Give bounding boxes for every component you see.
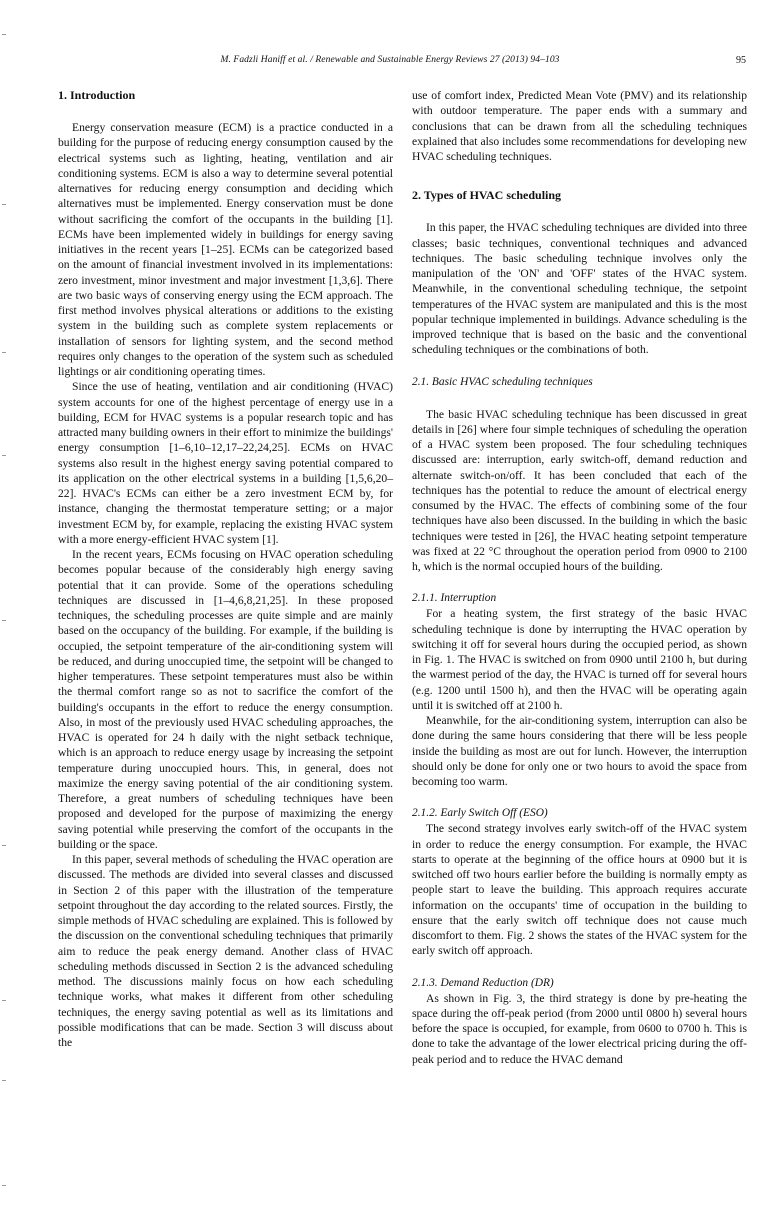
right-column	[412, 88, 747, 1067]
paragraph: In this paper, the HVAC scheduling techniques are divided into three classes; basic techniques, conventional techniques and advanced techniques. The basic scheduling technique involves only the manipulation of the 'ON' and 'OFF' states of the HVAC system. Meanwhile, in the conventional scheduling technique, the setpoint temperatures of the HVAC system are manipulated and this is the most popular technique implemented in buildings. Advance scheduling is the improved technique that is based on the basic and the conventional scheduling techniques or the combinations of both.	[412, 221, 747, 357]
subsection-heading-basic: 2.1. Basic HVAC scheduling techniques	[412, 375, 593, 388]
subsubsection-heading-dr: 2.1.3. Demand Reduction (DR)	[412, 976, 554, 989]
paragraph: As shown in Fig. 3, the third strategy is done by pre-heating the space during the off-peak period (from 2000 until 0800 h) several hours before the space is occupied, for example, from 0600 to 0700 h. This is done to take the advantage of the lower electrical pricing during the off-peak period and to reduce the HVAC demand	[412, 991, 747, 1066]
running-head: M. Fadzli Haniff et al. / Renewable and Sustainable Energy Reviews 27 (2013) 94–103	[220, 55, 560, 65]
page-header	[0, 55, 780, 71]
paragraph: Meanwhile, for the air-conditioning system, interruption can also be done during the same hours considering that there will be less people inside the building as most are out for lunch. However, the interruption should only be done for only one or two hours to avoid the space from becoming too warm.	[412, 714, 747, 788]
paragraph: For a heating system, the first strategy of the basic HVAC scheduling technique is done by interrupting the HVAC operation by switching it off for several hours during the occupied period, as shown in Fig. 1. The HVAC is switched on from 0900 until 2100 h, but during the warmest period of the day, the HVAC is turned off for several hours (e.g. 1200 until 1500 h), and then the HVAC will be operating again until it is switched off at 2100 h.	[412, 607, 747, 712]
left-column	[58, 88, 393, 1050]
paragraph: The basic HVAC scheduling technique has been discussed in great details in [26] where four simple techniques of scheduling the operation of a HVAC system been proposed. The four scheduling techniques discussed are: interruption, early switch-off, demand reduction and alternate switch-on/off. It has been concluded that each of the techniques has the potential to reduce the amount of electrical energy consumed by the HVAC. The effects of combining some of the four techniques have also been discussed. In the building in which the basic techniques were tested in [26], the HVAC heating setpoint temperature was fixed at 22 °C throughout the operation period from 0900 to 2100 h, which is the normal occupied hours of the building.	[412, 407, 747, 573]
subsubsection-heading-eso: 2.1.2. Early Switch Off (ESO)	[412, 807, 548, 820]
scan-margin-marks	[0, 0, 8, 1232]
section-heading-introduction: 1. Introduction	[58, 88, 136, 102]
subsubsection-heading-interruption: 2.1.1. Interruption	[412, 592, 497, 605]
paragraph: In this paper, several methods of scheduling the HVAC operation are discussed. The methods are divided into several classes and discussed in Section 2 of this paper with the illustration of the temperature setpoint throughout the day according to the related sources. Firstly, the simple methods of HVAC scheduling are explained. This is followed by the discussion on the conventional scheduling techniques that primarily aim to reduce the peak energy demand. Another class of HVAC scheduling methods discussed in Section 2 is the advanced scheduling method. The discussions mainly focus on how each scheduling technique works, what makes it different from other scheduling techniques, the energy saving potential as well as its limitations and possible modifications that can be made. Section 3 will discuss about the	[58, 853, 393, 1049]
paragraph: Energy conservation measure (ECM) is a practice conducted in a building for the purpose of reducing energy consumption caused by the electrical systems such as lighting, heating, ventilation and air conditioning systems. ECM is also a way to determine several potential alternatives for reducing energy consumption and deciding which alternatives must be implemented. Energy conservation must be done without sacrificing the comfort of the occupants in the building [1]. ECMs have been implemented widely in buildings for energy saving initiatives in the recent years [1–25]. ECMs can be categorized based on the amount of financial investment involved in its implementations: zero investment, minor investment and major investment [1,3,6]. There are two basic ways of conserving energy using the ECM approach. The first method involves physical alterations or additions to the existing system in the building such as complete system replacements or installation of sensors for lighting system, and the second method requires only changes to the operation of the system such as scheduled lightings or air conditioning operating times.	[58, 121, 393, 378]
paragraph: Since the use of heating, ventilation and air conditioning (HVAC) system accounts for one of the highest percentage of energy use in a building, ECM for HVAC systems is a popular research topic and has attracted many building owners in their effort to minimize the buildings' energy consumption [1–6,10–12,17–22,24,25]. ECMs on HVAC systems also result in the highest energy saving potential compared to its application on the other electrical systems in a building [1,5,6,20–22]. HVAC's ECMs can either be a zero investment ECM by, for instance, changing the thermostat temperature setting; or a major investment ECM by, for example, replacing the existing HVAC system with a more energy-efficient HVAC system [1].	[58, 380, 393, 546]
paragraph: The second strategy involves early switch-off of the HVAC system in order to reduce the energy consumption. For example, the HVAC starts to operate at the beginning of the office hours at 0900 but it is switched off two hours earlier before the building is normally empty as people start to leave the building. This approach requires accurate information on the occupants' time of occupation in the building to ensure that the early switch off technique does not cause much discomfort to them. Fig. 2 shows the states of the HVAC system for the early switch off approach.	[412, 822, 747, 958]
page-number: 95	[736, 55, 746, 66]
paragraph: In the recent years, ECMs focusing on HVAC operation scheduling becomes popular because of the considerably high energy saving potential that it can provide. Some of the operations scheduling techniques are discussed in [1–4,6,8,21,25]. In these proposed techniques, the scheduling processes are quite simple and are mainly based on the occupancy of the building. For example, if the building is occupied, the setpoint temperature of the air-conditioning system will be reduced, and during unoccupied time, the setpoint will be changed to higher temperatures. These setpoint temperatures must also be within the thermal comfort range so as not to sacrifice the comfort of the building's occupants in the effort to reduce the energy consumption. Also, in most of the previously used HVAC scheduling approaches, the HVAC is operated for 24 h daily with the night setback technique, which is an approach to reduce energy usage by increasing the setpoint temperature during unoccupied hours. This, in general, does not maximize the energy saving potential of the air conditioning system. Therefore, a great numbers of scheduling techniques have been proposed and developed for the purpose of maximizing the energy saving potential while preserving the comfort of the occupants in the building or the space.	[58, 548, 393, 851]
section-heading-types: 2. Types of HVAC scheduling	[412, 188, 562, 203]
paragraph: use of comfort index, Predicted Mean Vote (PMV) and its relationship with outdoor temperature. The paper ends with a summary and conclusions that can be drawn from all the scheduling techniques explained that also includes some recommendations for developing new HVAC scheduling techniques.	[412, 89, 747, 163]
